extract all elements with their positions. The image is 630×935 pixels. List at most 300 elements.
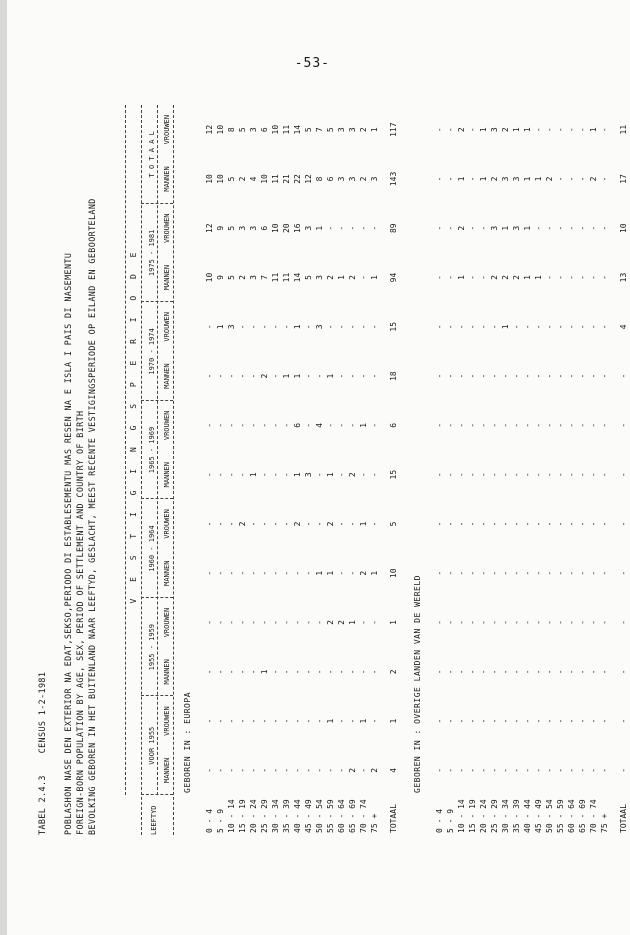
table-cell: - bbox=[227, 422, 236, 428]
table-cell: 1 bbox=[370, 127, 379, 133]
table-cell: 2 bbox=[359, 176, 368, 182]
table-cell: - bbox=[315, 472, 324, 478]
table-cell: - bbox=[468, 324, 477, 330]
table-cell: - bbox=[523, 669, 532, 675]
table-cell: 1 bbox=[534, 275, 543, 280]
table-cell: - bbox=[326, 669, 335, 675]
table-cell: 15 bbox=[389, 469, 398, 480]
table-cell: 10 bbox=[216, 174, 225, 184]
table-cell: - bbox=[600, 225, 609, 231]
table-cell: - bbox=[348, 422, 357, 428]
table-cell: - bbox=[337, 767, 346, 773]
table-cell: 1 bbox=[348, 620, 357, 625]
age-group-label: 30 - 34 bbox=[501, 799, 510, 833]
period-header: 1970 - 1974 bbox=[148, 328, 156, 375]
table-cell: 2 bbox=[260, 373, 269, 379]
table-cell: - bbox=[216, 620, 225, 625]
table-cell: 11 bbox=[271, 174, 280, 184]
table-cell: - bbox=[359, 275, 368, 280]
table-cell: 1 bbox=[501, 324, 510, 330]
table-cell: - bbox=[512, 669, 521, 675]
table-cell: 1 bbox=[337, 275, 346, 280]
table-cell: 1 bbox=[293, 373, 302, 379]
table-cell: - bbox=[370, 422, 379, 428]
table-cell: - bbox=[260, 767, 269, 773]
table-cell: - bbox=[271, 718, 280, 724]
table-cell: 2 bbox=[238, 275, 247, 280]
age-group-label: 40 - 44 bbox=[293, 799, 302, 833]
table-row bbox=[348, 105, 358, 835]
table-cell: - bbox=[282, 521, 291, 527]
table-cell: - bbox=[578, 225, 587, 231]
table-cell: - bbox=[490, 422, 499, 428]
table-cell: - bbox=[370, 620, 379, 625]
table-cell: - bbox=[468, 767, 477, 773]
table-cell: - bbox=[271, 570, 280, 576]
table-cell: 1 bbox=[534, 176, 543, 182]
men-header: MANNEN bbox=[163, 757, 171, 784]
table-cell: - bbox=[337, 472, 346, 478]
table-cell: - bbox=[479, 767, 488, 773]
table-cell: - bbox=[435, 373, 444, 379]
table-cell: - bbox=[468, 275, 477, 280]
table-cell: - bbox=[589, 620, 598, 625]
table-cell: - bbox=[523, 521, 532, 527]
table-cell: - bbox=[435, 275, 444, 280]
table-row bbox=[249, 105, 259, 835]
table-cell: 1 bbox=[370, 570, 379, 576]
table-cell: 16 bbox=[293, 223, 302, 234]
table-cell: - bbox=[534, 521, 543, 527]
period-header: 1965 - 1969 bbox=[148, 426, 156, 474]
table-cell: - bbox=[435, 127, 444, 133]
table-cell: - bbox=[545, 373, 554, 379]
table-cell: 2 bbox=[293, 521, 302, 527]
total-row bbox=[389, 105, 399, 835]
table-cell: - bbox=[523, 324, 532, 330]
table-cell: 1 bbox=[282, 373, 291, 379]
table-cell: - bbox=[304, 324, 313, 330]
table-cell: - bbox=[326, 422, 335, 428]
table-cell: - bbox=[260, 324, 269, 330]
table-cell: - bbox=[468, 620, 477, 625]
table-cell: - bbox=[260, 570, 269, 576]
table-row bbox=[479, 105, 489, 835]
table-cell: 3 bbox=[227, 324, 236, 330]
table-cell: - bbox=[479, 669, 488, 675]
table-cell: - bbox=[293, 669, 302, 675]
table-cell: 2 bbox=[238, 521, 247, 527]
table-cell: - bbox=[556, 521, 565, 527]
table-cell: - bbox=[479, 521, 488, 527]
table-cell: - bbox=[468, 422, 477, 428]
age-column-header: LEEFTYD bbox=[150, 805, 158, 835]
table-cell: - bbox=[501, 521, 510, 527]
table-cell: - bbox=[567, 422, 576, 428]
table-cell: - bbox=[501, 718, 510, 724]
table-row bbox=[315, 105, 325, 835]
table-cell: 3 bbox=[238, 225, 247, 231]
table-cell: - bbox=[337, 225, 346, 231]
table-cell: - bbox=[556, 767, 565, 773]
women-header: VROUWEN bbox=[163, 114, 171, 145]
women-header: VROUWEN bbox=[163, 213, 171, 243]
table-cell: - bbox=[457, 570, 466, 576]
table-cell: 3 bbox=[315, 275, 324, 280]
table-cell: - bbox=[512, 472, 521, 478]
table-cell: 1 bbox=[326, 373, 335, 379]
table-cell: - bbox=[359, 767, 368, 773]
table-cell: - bbox=[282, 767, 291, 773]
table-cell: - bbox=[501, 767, 510, 773]
table-cell: - bbox=[446, 620, 455, 625]
table-cell: 2 bbox=[501, 275, 510, 280]
table-cell: - bbox=[589, 472, 598, 478]
table-cell: 1 bbox=[315, 225, 324, 231]
table-row bbox=[578, 105, 588, 835]
column-divider bbox=[141, 794, 173, 795]
table-cell: - bbox=[227, 767, 236, 773]
table-cell: - bbox=[512, 422, 521, 428]
table-cell: - bbox=[556, 718, 565, 724]
men-header: MANNEN bbox=[163, 264, 171, 291]
table-cell: - bbox=[545, 570, 554, 576]
women-header: VROUWEN bbox=[163, 312, 171, 342]
title-dutch: BEVOLKING GEBOREN IN HET BUITENLAND NAAR LEEFTYD, GESLACHT, MEEST RECENTE VESTIGINGSPERIODE OP EILAND EN GEBOORTELAND bbox=[87, 198, 97, 835]
table-cell: - bbox=[337, 570, 346, 576]
table-cell: - bbox=[293, 718, 302, 724]
table-cell: 2 bbox=[490, 275, 499, 280]
table-cell: - bbox=[238, 767, 247, 773]
table-row bbox=[205, 105, 215, 835]
table-cell: 2 bbox=[512, 275, 521, 280]
table-cell: - bbox=[600, 521, 609, 527]
table-cell: - bbox=[512, 620, 521, 625]
table-cell: - bbox=[545, 275, 554, 280]
table-cell: - bbox=[534, 225, 543, 231]
table-cell: - bbox=[578, 176, 587, 182]
table-cell: - bbox=[271, 669, 280, 675]
table-cell: - bbox=[370, 225, 379, 231]
table-cell: - bbox=[249, 373, 258, 379]
table-cell: - bbox=[238, 570, 247, 576]
table-cell: 1 bbox=[326, 472, 335, 478]
table-cell: - bbox=[490, 718, 499, 724]
table-cell: - bbox=[227, 472, 236, 478]
table-cell: 6 bbox=[326, 176, 335, 182]
header-rule-top bbox=[125, 105, 126, 795]
age-group-label: 60 - 64 bbox=[567, 799, 576, 833]
table-cell: - bbox=[435, 718, 444, 724]
table-cell: - bbox=[216, 472, 225, 478]
table-cell: - bbox=[523, 620, 532, 625]
table-cell: - bbox=[534, 324, 543, 330]
table-cell: - bbox=[271, 373, 280, 379]
table-cell: - bbox=[315, 373, 324, 379]
age-group-label: 45 - 49 bbox=[534, 799, 543, 833]
table-cell: - bbox=[523, 767, 532, 773]
table-cell: - bbox=[578, 127, 587, 133]
table-cell: - bbox=[545, 225, 554, 231]
table-cell: 89 bbox=[389, 223, 398, 234]
table-row bbox=[501, 105, 511, 835]
table-cell: - bbox=[578, 472, 587, 478]
table-cell: - bbox=[512, 521, 521, 527]
table-cell: - bbox=[337, 718, 346, 724]
table-cell: - bbox=[446, 373, 455, 379]
table-cell: 12 bbox=[205, 124, 214, 135]
table-cell: - bbox=[435, 669, 444, 675]
table-cell: - bbox=[337, 669, 346, 675]
table-cell: - bbox=[468, 373, 477, 379]
table-cell: - bbox=[238, 472, 247, 478]
table-cell: - bbox=[545, 422, 554, 428]
table-cell: - bbox=[216, 570, 225, 576]
table-cell: - bbox=[512, 324, 521, 330]
table-cell: - bbox=[348, 521, 357, 527]
table-row bbox=[337, 105, 347, 835]
table-cell: - bbox=[457, 767, 466, 773]
age-group-label: 75 + bbox=[370, 813, 379, 833]
table-cell: - bbox=[238, 620, 247, 625]
header-rule-mid bbox=[141, 105, 142, 835]
table-cell: - bbox=[490, 472, 499, 478]
age-group-label: 55 - 59 bbox=[556, 799, 565, 833]
column-divider bbox=[141, 695, 173, 696]
table-cell: - bbox=[282, 472, 291, 478]
table-cell: - bbox=[205, 570, 214, 576]
table-cell: - bbox=[600, 324, 609, 330]
table-cell: - bbox=[370, 718, 379, 724]
table-cell: 5 bbox=[326, 127, 335, 133]
table-cell: - bbox=[556, 422, 565, 428]
table-cell: - bbox=[271, 767, 280, 773]
table-cell: - bbox=[556, 620, 565, 625]
table-cell: - bbox=[337, 373, 346, 379]
table-cell: - bbox=[578, 718, 587, 724]
table-cell: - bbox=[205, 521, 214, 527]
age-group-label: 10 - 14 bbox=[457, 799, 466, 833]
table-cell: - bbox=[315, 718, 324, 724]
table-cell: - bbox=[348, 373, 357, 379]
table-cell: - bbox=[589, 324, 598, 330]
table-cell: 6 bbox=[389, 422, 398, 428]
table-cell: - bbox=[523, 718, 532, 724]
age-group-label: 35 - 39 bbox=[512, 799, 521, 833]
table-cell: - bbox=[468, 718, 477, 724]
table-cell: - bbox=[501, 669, 510, 675]
table-row bbox=[490, 105, 500, 835]
table-cell: 3 bbox=[249, 225, 258, 231]
table-cell: 1 bbox=[326, 718, 335, 724]
table-cell: 11 bbox=[282, 272, 291, 283]
table-cell: 2 bbox=[326, 275, 335, 280]
table-row bbox=[600, 105, 610, 835]
table-cell: 3 bbox=[490, 127, 499, 133]
table-cell: - bbox=[468, 176, 477, 182]
table-cell: - bbox=[238, 669, 247, 675]
age-group-label: 5 - 9 bbox=[216, 808, 225, 833]
age-group-label: 55 - 59 bbox=[326, 799, 335, 833]
table-cell: 21 bbox=[282, 174, 291, 184]
table-cell: - bbox=[238, 324, 247, 330]
age-group-label: 30 - 34 bbox=[271, 799, 280, 833]
table-cell: 3 bbox=[315, 324, 324, 330]
table-cell: - bbox=[282, 718, 291, 724]
column-divider bbox=[141, 203, 173, 204]
census-label: CENSUS 1-2-1981 bbox=[37, 671, 47, 754]
table-cell: - bbox=[490, 324, 499, 330]
table-cell: - bbox=[216, 521, 225, 527]
table-cell: - bbox=[205, 472, 214, 478]
table-cell: 5 bbox=[227, 275, 236, 280]
table-cell: - bbox=[227, 521, 236, 527]
age-group-label: 20 - 24 bbox=[249, 799, 258, 833]
table-cell: - bbox=[370, 669, 379, 675]
table-cell: - bbox=[600, 570, 609, 576]
table-cell: 1 bbox=[326, 570, 335, 576]
table-cell: 17 bbox=[619, 174, 628, 184]
men-header: MANNEN bbox=[163, 166, 171, 192]
table-cell: - bbox=[479, 570, 488, 576]
table-cell: - bbox=[205, 669, 214, 675]
table-cell: - bbox=[249, 718, 258, 724]
table-cell: - bbox=[348, 225, 357, 231]
table-cell: - bbox=[282, 324, 291, 330]
table-cell: - bbox=[556, 669, 565, 675]
table-row bbox=[271, 105, 281, 835]
table-cell: - bbox=[446, 324, 455, 330]
table-cell: 1 bbox=[479, 176, 488, 182]
table-cell: 2 bbox=[457, 127, 466, 133]
table-cell: - bbox=[534, 767, 543, 773]
table-cell: - bbox=[534, 373, 543, 379]
table-cell: 3 bbox=[490, 225, 499, 231]
table-row bbox=[370, 105, 380, 835]
table-cell: - bbox=[304, 620, 313, 625]
age-group-label: 15 - 19 bbox=[468, 799, 477, 833]
table-cell: - bbox=[435, 570, 444, 576]
title-papiamentu: POBLASHON NASE DEN EXTERIOR NA EDAT,SEKSO,PERIODO DI ESTABLESEMENTU MAS RESEN NA E ISLA I PAIS DI NASEMENTU bbox=[63, 252, 73, 835]
table-cell: - bbox=[457, 422, 466, 428]
table-cell: - bbox=[249, 669, 258, 675]
table-cell: - bbox=[304, 521, 313, 527]
men-header: MANNEN bbox=[163, 363, 171, 389]
table-cell: - bbox=[348, 570, 357, 576]
table-cell: - bbox=[304, 422, 313, 428]
table-cell: 3 bbox=[249, 275, 258, 280]
table-cell: - bbox=[523, 373, 532, 379]
table-cell: - bbox=[490, 620, 499, 625]
table-cell: - bbox=[359, 373, 368, 379]
table-cell: - bbox=[490, 521, 499, 527]
table-cell: - bbox=[457, 620, 466, 625]
table-cell: - bbox=[205, 767, 214, 773]
table-cell: 1 bbox=[457, 275, 466, 280]
table-cell: 2 bbox=[370, 767, 379, 773]
table-cell: - bbox=[600, 275, 609, 280]
table-cell: - bbox=[260, 718, 269, 724]
table-cell: 3 bbox=[512, 225, 521, 231]
table-cell: - bbox=[534, 472, 543, 478]
women-header: VROUWEN bbox=[163, 509, 171, 539]
table-cell: - bbox=[216, 669, 225, 675]
table-cell: - bbox=[479, 472, 488, 478]
table-cell: - bbox=[227, 570, 236, 576]
table-cell: 6 bbox=[293, 422, 302, 428]
table-cell: - bbox=[534, 570, 543, 576]
table-cell: - bbox=[512, 570, 521, 576]
men-header: MANNEN bbox=[163, 560, 171, 586]
table-cell: - bbox=[216, 767, 225, 773]
table-row bbox=[216, 105, 226, 835]
header-rule-sub bbox=[157, 105, 158, 795]
table-cell: - bbox=[205, 620, 214, 625]
table-cell: - bbox=[315, 767, 324, 773]
table-cell: 10 bbox=[205, 272, 214, 283]
table-cell: 12 bbox=[304, 174, 313, 184]
table-cell: - bbox=[249, 767, 258, 773]
table-cell: - bbox=[216, 718, 225, 724]
table-row bbox=[293, 105, 303, 835]
table-cell: - bbox=[304, 718, 313, 724]
table-cell: - bbox=[271, 324, 280, 330]
table-cell: - bbox=[337, 324, 346, 330]
table-cell: 1 bbox=[589, 127, 598, 133]
table-cell: - bbox=[446, 521, 455, 527]
table-cell: - bbox=[205, 718, 214, 724]
table-cell: 1 bbox=[523, 127, 532, 133]
table-cell: - bbox=[567, 767, 576, 773]
table-cell: - bbox=[578, 373, 587, 379]
table-cell: 3 bbox=[337, 176, 346, 182]
table-cell: - bbox=[523, 472, 532, 478]
table-cell: 18 bbox=[389, 371, 398, 381]
table-cell: 14 bbox=[293, 124, 302, 135]
table-cell: - bbox=[556, 324, 565, 330]
age-group-label: 50 - 54 bbox=[315, 799, 324, 833]
table-row bbox=[545, 105, 555, 835]
table-cell: - bbox=[227, 373, 236, 379]
table-cell: 3 bbox=[304, 472, 313, 478]
table-cell: 1 bbox=[389, 620, 398, 625]
table-cell: - bbox=[545, 127, 554, 133]
table-cell: 3 bbox=[348, 127, 357, 133]
table-row bbox=[457, 105, 467, 835]
table-cell: - bbox=[457, 472, 466, 478]
women-header: VROUWEN bbox=[163, 410, 171, 441]
table-row bbox=[326, 105, 336, 835]
table-cell: - bbox=[501, 620, 510, 625]
table-cell: - bbox=[501, 472, 510, 478]
table-cell: 22 bbox=[293, 174, 302, 184]
table-cell: 2 bbox=[501, 127, 510, 133]
header-rule-bottom bbox=[173, 105, 174, 835]
column-divider bbox=[141, 597, 173, 598]
table-cell: - bbox=[446, 422, 455, 428]
table-cell: 10 bbox=[619, 223, 628, 234]
table-cell: - bbox=[501, 373, 510, 379]
table-cell: 1 bbox=[501, 225, 510, 231]
table-cell: - bbox=[567, 324, 576, 330]
table-cell: 2 bbox=[359, 570, 368, 576]
table-cell: - bbox=[468, 127, 477, 133]
table-cell: - bbox=[446, 472, 455, 478]
table-cell: 2 bbox=[545, 176, 554, 182]
table-cell: - bbox=[567, 127, 576, 133]
table-cell: - bbox=[227, 669, 236, 675]
table-cell: - bbox=[567, 718, 576, 724]
